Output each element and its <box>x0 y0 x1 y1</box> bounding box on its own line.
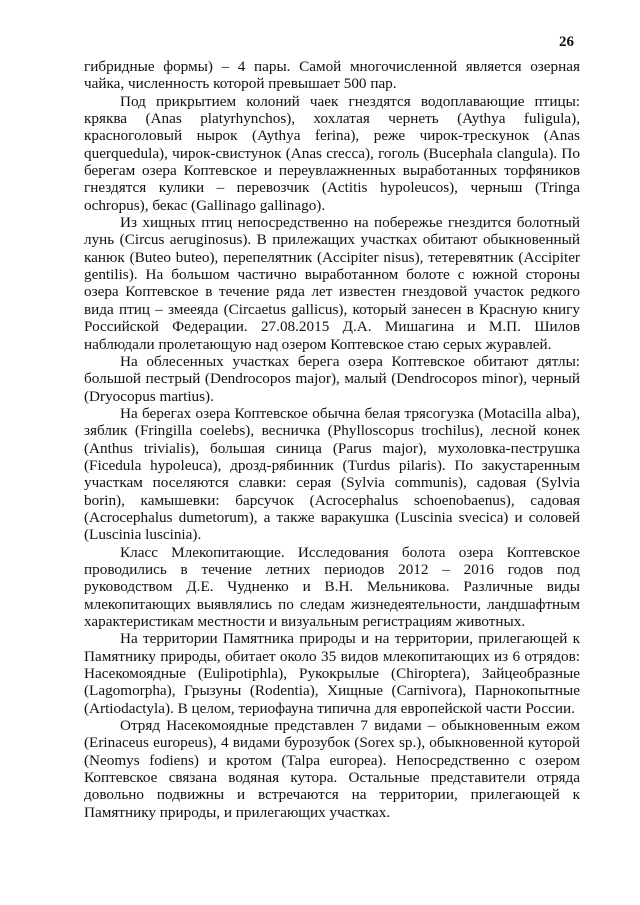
paragraph: Класс Млекопитающие. Исследования болота озера Коптевское проводились в течение летних периодов 2012 – 2016 годов под руководством Д.Е. Чудненко и В.Н. Мельникова. Различные виды млекопитающих выявлялись по следам жизнедеятельности, ландшафтным характеристикам местности и визуальным регистрациям животных. <box>84 543 580 630</box>
paragraph: На территории Памятника природы и на территории, прилегающей к Памятнику природы, обитает около 35 видов млекопитающих из 6 отрядов: Насекомоядные (Eulipotiphla), Рукокрылые (Chiroptera), Зайцеобразные (Lagomorpha), Грызуны (Rodentia), Хищные (Carnivora), Парнокопытные (Artiodactyla). В целом, териофауна типична для европейской части России. <box>84 630 580 717</box>
paragraph: Отряд Насекомоядные представлен 7 видами – обыкновенным ежом (Erinaceus europeus), 4 видами бурозубок (Sorex sp.), обыкновенной куторой (Neomys fodiens) и кротом (Talpa europea). Непосредственно с озером Коптевское связана водяная кутора. Остальные представители отряда довольно подвижны и встречаются на территории, прилегающей к Памятнику природы, и прилегающих участках. <box>84 717 580 821</box>
paragraph: Из хищных птиц непосредственно на побережье гнездится болотный лунь (Circus aeruginosus). В прилежащих участках обитают обыкновенный канюк (Buteo buteo), перепелятник (Accipiter nisus), тетеревятник (Accipiter gentilis). На большом частично выработанном болоте с южной стороны озера Коптевское в течение ряда лет известен гнездовой участок редкого вида птиц – змееяда (Circaetus gallicus), который занесен в Красную книгу Российской Федерации. 27.08.2015 Д.А. Мишагина и М.П. Шилов наблюдали пролетающую над озером Коптевское стаю серых журавлей. <box>84 214 580 353</box>
paragraph: На облесенных участках берега озера Коптевское обитают дятлы: большой пестрый (Dendrocopos major), малый (Dendrocopos minor), черный (Dryocopus martius). <box>84 352 580 405</box>
page-number: 26 <box>559 34 574 50</box>
paragraph: гибридные формы) – 4 пары. Самой многочисленной является озерная чайка, численность которой превышает 500 пар. <box>84 58 580 93</box>
paragraph: На берегах озера Коптевское обычна белая трясогузка (Motacilla alba), зяблик (Fringilla coelebs), весничка (Phylloscopus trochilus), лесной конек (Anthus trivialis), большая синица (Parus major), мухоловка-пеструшка (Ficedula hypoleuca), дрозд-рябинник (Turdus pilaris). По закустаренным участкам поселяются славки: серая (Sylvia communis), садовая (Sylvia borin), камышевки: барсучок (Acrocephalus schoenobaenus), садовая (Acrocephalus dumetorum), а также варакушка (Luscinia svecica) и соловей (Luscinia luscinia). <box>84 404 580 544</box>
body-text <box>84 58 580 821</box>
paragraph: Под прикрытием колоний чаек гнездятся водоплавающие птицы: кряква (Anas platyrhynchos), хохлатая чернеть (Aythya fuligula), красноголовый нырок (Aythya ferina), реже чирок-трескунок (Anas querquedula), чирок-свистунок (Anas crecca), гоголь (Bucephala clangula). По берегам озера Коптевское и переувлажненных выработанных торфяников гнездятся кулики – перевозчик (Actitis hypoleucos), черныш (Tringa ochropus), бекас (Gallinago gallinago). <box>84 92 580 214</box>
